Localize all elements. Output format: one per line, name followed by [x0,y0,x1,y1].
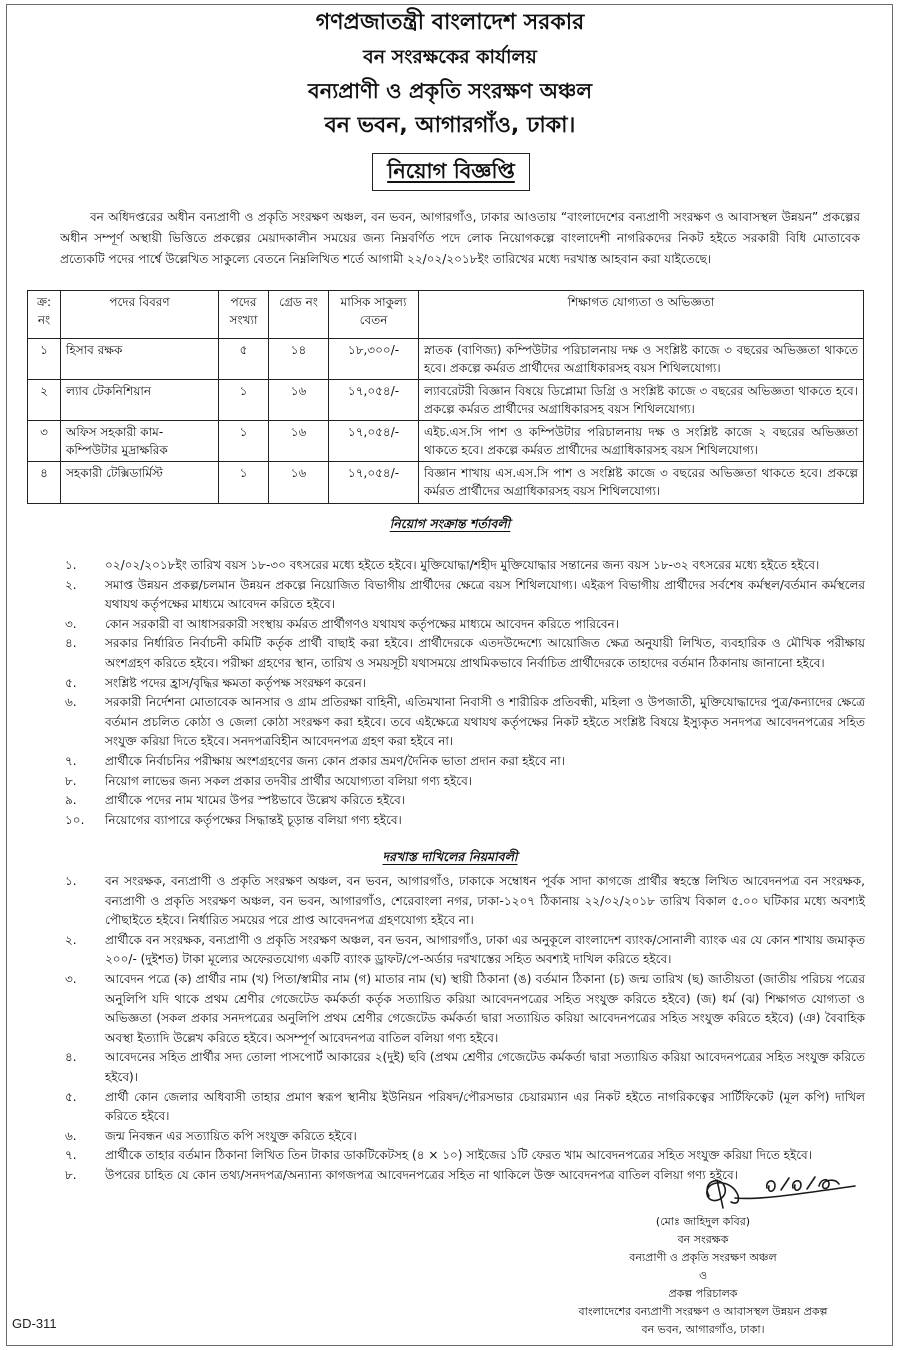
salary-cell: ১৭,০৫৪/- [329,380,419,421]
header-post-count: পদের সংখ্যা [219,291,269,339]
list-number: ৬. [65,1128,77,1143]
header-post: পদের বিবরণ [61,291,219,339]
rules-title: দরখাস্ত দাখিলের নিয়মাবলী [382,849,518,864]
rule-item [50,931,865,970]
condition-item [50,556,865,576]
address-heading: বন ভবন, আগারগাঁও, ঢাকা। [324,113,576,138]
list-number: ৮. [65,773,77,788]
serial-cell: ২ [28,380,61,421]
signatory-project-role: প্রকল্প পরিচালক [668,1287,738,1300]
salary-cell: ১৮,৩০০/- [329,339,419,380]
rule-item [50,1146,865,1166]
post-count-cell: ৫ [219,339,269,380]
condition-item [50,634,865,673]
salary-cell: ১৭,০৫৪/- [329,462,419,504]
signatory-block [563,1213,843,1339]
serial-cell: ৪ [28,462,61,504]
grade-cell: ১৪ [269,339,329,380]
list-number: ১. [65,558,77,572]
list-number: ১০. [65,812,85,827]
rule-item [50,970,865,1048]
qualification-cell: বিজ্ঞান শাখায় এস.এস.সি পাশ ও সংশ্লিষ্ট কাজে ৩ বছরের অভিজ্ঞতা থাকতে হবে। প্রকল্পে কর্মরত প্রার্থীদের অগ্রাধিকারসহ বয়স শিথিলযোগ্য। [419,462,864,504]
list-number: ৩. [65,616,77,631]
post-name-cell: অফিস সহকারী কাম-কম্পিউটার মুদ্রাক্ষরিক [61,421,219,462]
division-heading: বন্যপ্রাণী ও প্রকৃতি সংরক্ষণ অঞ্চল [308,79,592,103]
post-count-cell: ১ [219,462,269,504]
list-number: ২. [65,932,77,947]
condition-item [50,615,865,635]
list-text: সংশ্লিষ্ট পদের হ্রাস/বৃদ্ধির ক্ষমতা কর্তৃপক্ষ সংরক্ষণ করেন। [105,675,367,690]
list-number: ৬. [65,695,77,710]
table-row [28,421,864,462]
post-count-cell: ১ [219,380,269,421]
list-text: সরকার নির্ধারিত নির্বাচনী কমিটি কর্তৃক প্রার্থী বাছাই করা হইবে। প্রার্থীদেরকে এতদউদ্দেশ্যে আয়োজিত ক্ষেত্র অনুযায়ী লিখিত, ব্যবহারিক ও মৌখিক পরীক্ষায় অংশগ্রহণ করিতে হইবে। পরীক্ষা গ্রহণের স্থান, তারিখ ও সময়সূচী যথাসময়ে প্রাথমিকভাবে নির্বাচিত প্রার্থীদেরকে তাহাদের বর্তমান ঠিকানায় জানানো হইবে। [105,636,865,670]
handwritten-signature [695,1172,865,1214]
condition-item [50,674,865,694]
list-text: প্রার্থীকে তাহার বর্তমান ঠিকানা লিখিত তিন টাকার ডাকটিকেটসহ (৪ × ১০) সাইজের ১টি ফেরত খাম আবেদনপত্রের সহিত সংযুক্ত করিয়া দিতে হইবে। [105,1148,813,1163]
signatory-designation: বন সংরক্ষক [677,1233,729,1246]
list-number: ১. [65,874,77,888]
header-qualification: শিক্ষাগত যোগ্যতা ও অভিজ্ঞতা [419,291,864,339]
list-text: উপরের চাহিত যে কোন তথ্য/সনদপত্র/অন্যান্য কাগজপত্র আবেদনপত্রের সহিত না থাকিলে উক্ত আবেদনপত্র বাতিল বলিয়া গণ্য হইবে। [105,1167,738,1182]
post-name-cell: সহকারী টেক্সিডার্মিস্ট [61,462,219,504]
qualification-cell: এইচ.এস.সি পাশ ও কম্পিউটার পরিচালনায় দক্ষ ও সংশ্লিষ্ট কাজে ২ বছরের অভিজ্ঞতা থাকতে হবে। প্রকল্পে কর্মরত প্রার্থীদের অগ্রাধিকারসহ বয়স শিথিলযোগ্য। [419,421,864,462]
grade-cell: ১৬ [269,421,329,462]
list-number: ৫. [65,675,77,690]
list-text: জন্ম নিবন্ধন এর সত্যায়িত কপি সংযুক্ত করিতে হইবে। [105,1128,357,1143]
vacancy-table [27,290,864,504]
condition-item [50,791,865,811]
post-name-cell: ল্যাব টেকনিশিয়ান [61,380,219,421]
table-row [28,339,864,380]
signatory-division: বন্যপ্রাণী ও প্রকৃতি সংরক্ষণ অঞ্চল [629,1251,777,1264]
condition-item [50,772,865,792]
list-text: ০২/০২/২০১৮ইং তারিখ বয়স ১৮-৩০ বৎসরের মধ্যে হইতে হইবে। মুক্তিযোদ্ধা/শহীদ মুক্তিযোদ্ধার সন্তানের জন্য বয়স ১৮-৩২ বৎসরের মধ্যে হইতে হইবে। [105,558,820,572]
list-text: সমাপ্ত উন্নয়ন প্রকল্প/চলমান উন্নয়ন প্রকল্পে নিয়োজিত বিভাগীয় প্রার্থীদের ক্ষেত্রে বয়স শিথিলযোগ্য। এইরূপ বিভাগীয় প্রার্থীদের সর্বশেষ কর্মস্থল/বর্তমান কর্মস্থলের যথাযথ কর্তৃপক্ষের মাধ্যমে আবেদন করিতে হইবে। [105,577,865,612]
condition-item [50,811,865,831]
qualification-cell: স্নাতক (বাণিজ্য) কম্পিউটার পরিচালনায় দক্ষ ও সংশ্লিষ্ট কাজে ৩ বছরের অভিজ্ঞতা থাকতে হবে। প্রকল্পে কর্মরত প্রার্থীদের অগ্রাধিকারসহ বয়স শিথিলযোগ্য। [419,339,864,380]
list-number: ৭. [65,753,77,768]
table-row [28,462,864,504]
list-text: কোন সরকারী বা আধাসরকারী সংস্থায় কর্মরত প্রার্থীগণও যথাযথ কর্তৃপক্ষের মাধ্যমে আবেদন করিতে পারিবেন। [105,616,619,631]
list-text: বন সংরক্ষক, বন্যপ্রাণী ও প্রকৃতি সংরক্ষণ অঞ্চল, বন ভবন, আগারগাঁও, ঢাকাকে সম্বোধন পূর্বক সাদা কাগজে প্রার্থীর স্বহস্তে লিখিত আবেদনপত্র বন সংরক্ষক, বন্যপ্রাণী ও প্রকৃতি সংরক্ষণ অঞ্চল, বন ভবন, আগারগাঁও, শেরেবাংলা নগর, ঢাকা-১২০৭ ঠিকানায় ২২/০২/২০১৮ তারিখ বিকাল ৫.০০ ঘটিকার মধ্যে অবশ্যই পৌছাইতে হইবে। নির্ধারিত সময়ের পরে প্রাপ্ত আবেদনপত্র গ্রহণযোগ্য হইবে না। [105,874,865,928]
salary-cell: ১৭,০৫৪/- [329,421,419,462]
signatory-conjunction: ও [698,1269,708,1282]
document-code: GD-311 [12,1316,57,1331]
header-serial: ক্র: নং [28,291,61,339]
list-text: প্রার্থীকে পদের নাম খামের উপর স্পষ্টভাবে উল্লেখ করিতে হইবে। [105,793,406,808]
notice-title: নিয়োগ বিজ্ঞপ্তি [387,158,515,183]
signatory-name: (মোঃ জাহিদুল কবির) [655,1215,751,1228]
rule-item [50,872,865,931]
list-text: আবেদন পত্রে (ক) প্রার্থীর নাম (খ) পিতা/স্বামীর নাম (গ) মাতার নাম (ঘ) স্থায়ী ঠিকানা (ঙ) বর্তমান ঠিকানা (চ) জন্ম তারিখ (ছ) জাতীয়তা (জাতীয় পরিচয় পত্রের অনুলিপি যদি থাকে প্রথম শ্রেণীর গেজেটেড কর্মকর্তা কর্তৃক সত্যায়িত করিয়া আবেদনপত্রের সহিত সংযুক্ত করিতে হইবে) (জ) ধর্ম (ঝ) শিক্ষাগত যোগ্যতা ও অভিজ্ঞতা (সকল প্রকার সনদপত্রের অনুলিপি প্রথম শ্রেণীর গেজেটেড কর্মকর্তা দ্বারা সত্যায়িত করিয়া আবেদনপত্রের সহিত সংযুক্ত করিতে হইবে) (ঞ) বৈবাহিক অবস্থা ইত্যাদি উল্লেখ করিতে হইবে। অসম্পূর্ণ আবেদনপত্র বাতিল বলিয়া গণ্য হইবে। [105,971,865,1045]
condition-item [50,693,865,752]
government-heading: গণপ্রজাতন্ত্রী বাংলাদেশ সরকার [315,10,585,35]
conditions-title: নিয়োগ সংক্রান্ত শর্তাবলী [389,516,511,531]
grade-cell: ১৬ [269,380,329,421]
list-text: প্রার্থীকে নির্বাচনির পরীক্ষায় অংশগ্রহণের জন্য কোন প্রকার ভ্রমণ/দৈনিক ভাতা প্রদান করা হইবে না। [105,753,566,768]
signatory-project-name: বাংলাদেশের বন্যপ্রাণী সংরক্ষণ ও আবাসস্থল উন্নয়ন প্রকল্প [578,1305,828,1318]
header-salary: মাসিক সাকুল্য বেতন [329,291,419,339]
table-header-row [28,291,864,339]
condition-item [50,576,865,615]
list-number: ৭. [65,1148,77,1163]
list-number: ৮. [65,1167,77,1182]
qualification-cell: ল্যাবরেটরী বিজ্ঞান বিষয়ে ডিপ্লোমা ডিগ্রি ও সংশ্লিষ্ট কাজে ৩ বছরের অভিজ্ঞতা থাকতে হবে। প্রকল্পে কর্মরত প্রার্থীদের অগ্রাধিকারসহ বয়স শিথিলযোগ্য। [419,380,864,421]
list-text: নিয়োগের ব্যাপারে কর্তৃপক্ষের সিদ্ধান্তই চূড়ান্ত বলিয়া গণ্য হইবে। [105,812,402,827]
list-text: প্রার্থী কোন জেলার অধিবাসী তাহার প্রমাণ স্বরূপ স্থানীয় ইউনিয়ন পরিষদ/পৌরসভার চেয়ারম্যান এর নিকট হইতে নাগরিকত্বের সার্টিফিকেট (মূল কপি) দাখিল করিতে হইবে। [105,1089,865,1124]
list-number: ৯. [65,793,77,808]
post-count-cell: ১ [219,421,269,462]
condition-item [50,752,865,772]
rules-list [50,872,865,1186]
list-number: ৫. [65,1089,77,1104]
table-row [28,380,864,421]
rule-item [50,1048,865,1087]
rule-item [50,1088,865,1127]
header-grade: গ্রেড নং [269,291,329,339]
list-text: নিয়োগ লাভের জন্য সকল প্রকার তদবীর প্রার্থীর অযোগ্যতা বলিয়া গণ্য হইবে। [105,773,473,788]
vacancy-table-body [28,339,864,504]
list-text: প্রার্থীকে বন সংরক্ষক, বন্যপ্রাণী ও প্রকৃতি সংরক্ষণ অঞ্চল, বন ভবন, আগারগাঁও, ঢাকা এর অনুকূলে বাংলাদেশ ব্যাংক/সোনালী ব্যাংক এর যে কোন শাখায় জমাকৃত ২০০/- (দুইশত) টাকা মূল্যের অফেরতযোগ্য একটি ব্যাংক ড্রাফট/পে-অর্ডার দরখাস্তের সহিত অবশ্যই দাখিল করিতে হইবে। [105,932,865,967]
list-text: আবেদনের সহিত প্রার্থীর সদ্য তোলা পাসপোর্ট আকারের ২(দুই) ছবি (প্রথম শ্রেণীর গেজেটেড কর্মকর্তা দ্বারা সত্যায়িত করিয়া আবেদনপত্রের সহিত সংযুক্ত করিতে হইবে)। [105,1050,865,1084]
serial-cell: ১ [28,339,61,380]
signatory-address: বন ভবন, আগারগাঁও, ঢাকা। [641,1323,765,1336]
office-heading: বন সংরক্ষকের কার্যালয় [363,46,537,68]
conditions-list [50,556,865,830]
rule-item [50,1127,865,1147]
list-text: সরকারী নির্দেশনা মোতাবেক আনসার ও গ্রাম প্রতিরক্ষা বাহিনী, এতিমখানা নিবাসী ও শারীরিক প্রতিবন্ধী, মহিলা ও উপজাতী, মুক্তিযোদ্ধাদের পুত্র/কন্যাদের ক্ষেত্রে বর্তমান প্রচলিত কোঠা ও জেলা কোঠা সংরক্ষণ করা হইবে। তবে এইক্ষেত্রে যথাযথ কর্তৃপক্ষের নিকট হইতে সংশ্লিষ্ট বিষয়ে ইস্যুকৃত সনদপত্র আবেদনপত্রের সহিত সংযুক্ত করিয়া দিতে হইবে। সনদপত্রবিহীন আবেদনপত্র গ্রহণ করা হইবে না। [105,695,865,749]
notice-title-box [372,153,530,191]
list-number: ৩. [65,971,77,986]
list-number: ৪. [65,1050,77,1065]
list-number: ৪. [65,636,77,651]
list-number: ২. [65,577,77,592]
post-name-cell: হিসাব রক্ষক [61,339,219,380]
serial-cell: ৩ [28,421,61,462]
intro-paragraph: বন অধিদপ্তরের অধীন বন্যপ্রাণী ও প্রকৃতি সংরক্ষণ অঞ্চল, বন ভবন, আগারগাঁও, ঢাকার আওতায় “বাংলাদেশের বন্যপ্রাণী সংরক্ষণ ও আবাসস্থল উন্নয়ন” প্রকল্পের অধীন সম্পূর্ণ অস্থায়ী ভিত্তিতে প্রকল্পের মেয়াদকালীন সময়ের জন্য নিম্নবর্ণিত পদে লোক নিয়োগকল্পে বাংলাদেশী নাগরিকদের নিকট হইতে সরকারী বিধি মোতাবেক প্রত্যেকটি পদের পার্শ্বে উল্লেখিত সাকুল্যে বেতনে নিম্নলিখিত শর্তে আগামী ২২/০২/২০১৮ইং তারিখের মধ্যে দরখাস্ত আহবান করা যাইতেছে। [60,210,860,266]
grade-cell: ১৬ [269,462,329,504]
